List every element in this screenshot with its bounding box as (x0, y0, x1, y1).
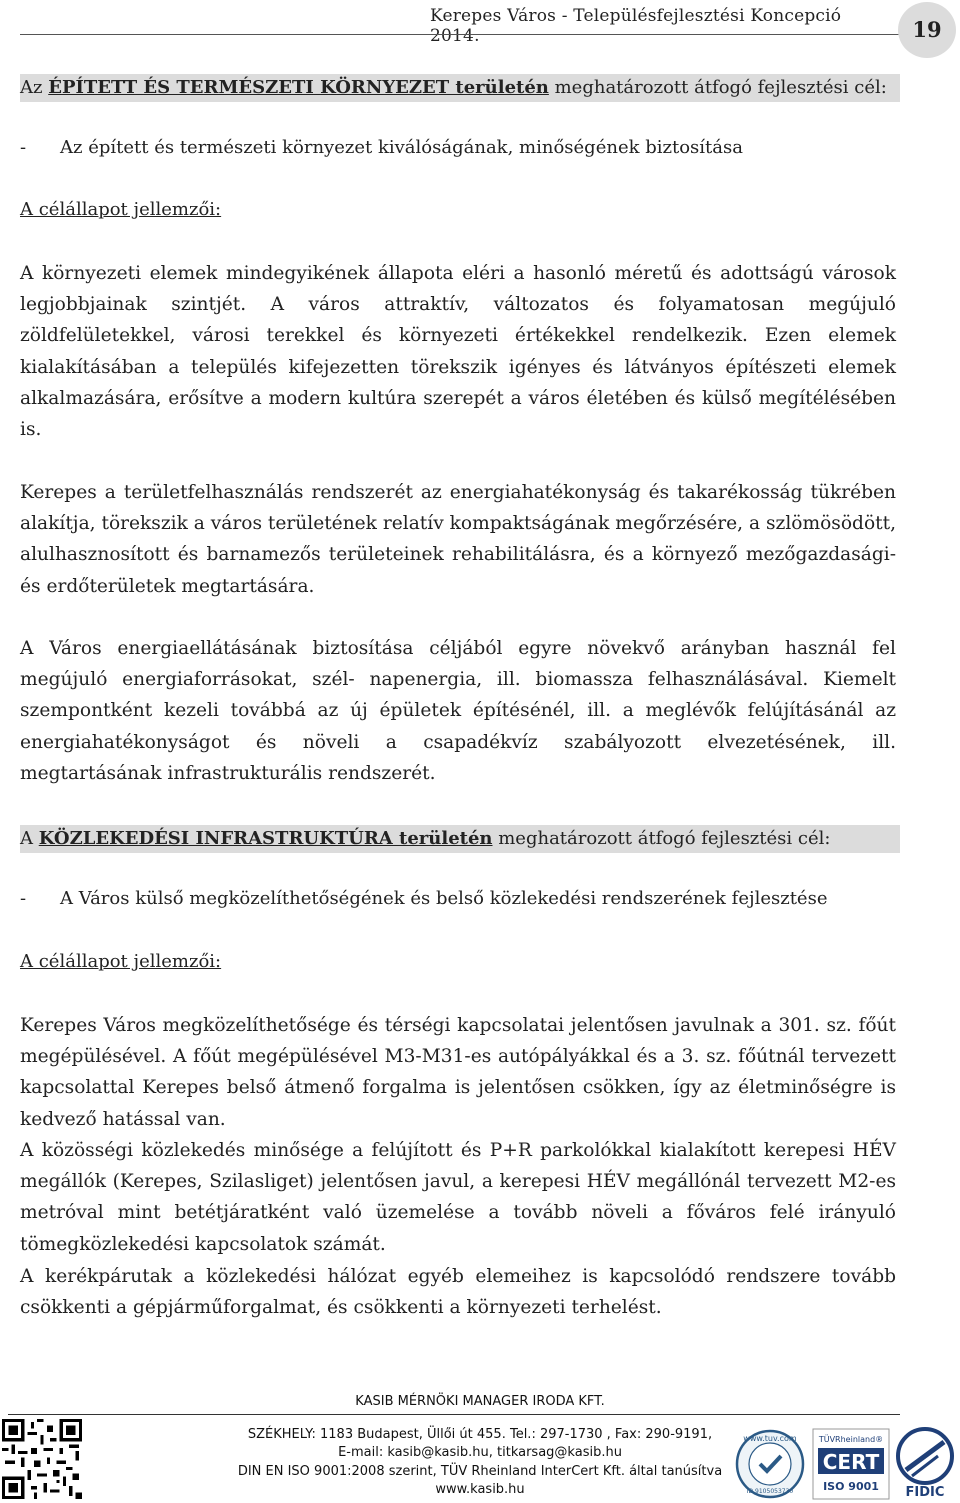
header-rule (20, 34, 900, 35)
footer-certification: DIN EN ISO 9001:2008 szerint, TÜV Rheinland InterCert Kft. által tanúsítva (237, 1464, 723, 1479)
section2-bullet (20, 888, 828, 909)
bullet-text: A Város külső megközelíthetőségének és belső közlekedési rendszerének fejlesztése (60, 888, 828, 909)
footer-address: SZÉKHELY: 1183 Budapest, Üllői út 455. Tel.: 297-1730 , Fax: 290-9191, (247, 1427, 713, 1442)
section1-paragraph-3: A Város energiaellátásának biztosítása céljából egyre növekvő arányban használ fel megújuló energiaforrásokat, szél- napenergia, ill. biomassza felhasználásával. Kiemelt szempontként kezeli továbbá az új épületek építésénél, ill. a meglévők felújításánál az energiahatékonyságot és növeli a csapadékvíz szabályozott elvezetésének, ill. megtartásának infrastrukturális rendszerét. (20, 638, 896, 784)
footer-website: www.kasib.hu (435, 1482, 525, 1497)
footer-rule (8, 1414, 900, 1415)
cert-brand-text: TÜVRheinland® (818, 1435, 884, 1444)
section2-paragraph-1: Kerepes Város megközelíthetősége és térségi kapcsolatai jelentősen javulnak a 301. sz. főút megépülésével. A főút megépülésével M3-M31-es autópályákkal és a 3. sz. főútnál tervezett kapcsolattal Kerepes belső átmenő forgalma is jelentősen csökken, így az életminőségre is kedvező hatással van. (20, 1015, 896, 1130)
document-header-title: Kerepes Város - Településfejlesztési Koncepció 2014. (430, 6, 842, 46)
cert-iso-text: ISO 9001 (823, 1480, 879, 1493)
section1-paragraph-1: A környezeti elemek mindegyikének állapota eléri a hasonló méretű és adottságú városok legjobbjainak szintjét. A város attraktív, változatos és folyamatosan megújuló zöldfelületekkel, városi terekkel és környezeti értékekkel rendelkezik. Ezen elemek kialakításában a település kifejezetten törekszik igényes és látványos építészeti elemek alkalmazására, erősítve a modern kultúra szerepét a város életében és külső megítélésében is. (20, 263, 896, 441)
bullet-text: Az épített és természeti környezet kiválóságának, minőségének biztosítása (60, 137, 743, 158)
section1-goal-heading (20, 74, 900, 102)
goal-topic: ÉPÍTETT ÉS TERMÉSZETI KÖRNYEZET területén (48, 77, 549, 98)
section2-paragraph-2: A közösségi közlekedés minősége a felújított és P+R parkolókkal kialakított kerepesi HÉV megállók (Kerepes, Szilasliget) jelentősen javul, a kerepesi HÉV megállónál tervezett M2-es metróval mint betétjáratként való üzemelése a tovább növeli a főváros felé irányuló tömegközlekedési kapcsolatok számát. (20, 1140, 896, 1255)
goal-prefix: Az (20, 77, 49, 98)
tuv-url-text: www.tuv.com (743, 1434, 797, 1443)
tuv-cert-logo (812, 1428, 890, 1500)
fidic-text: FIDIC (905, 1485, 945, 1500)
footer-email: E-mail: kasib@kasib.hu, titkarsag@kasib.hu (338, 1445, 622, 1460)
page-number-badge: 19 (898, 2, 956, 58)
footer-company: KASIB MÉRNÖKI MANAGER IRODA KFT. (355, 1394, 605, 1409)
section1-bullet (20, 137, 743, 158)
section1-target-state-label: A célállapot jellemzői: (20, 199, 222, 220)
cert-word-text: CERT (822, 1450, 880, 1474)
tuv-seal-logo (730, 1428, 810, 1500)
qr-code-icon (2, 1418, 82, 1500)
goal-suffix: meghatározott átfogó fejlesztési cél: (492, 828, 831, 849)
section2-target-state-label: A célállapot jellemzői: (20, 951, 222, 972)
section2-paragraph-3: A kerékpárutak a közlekedési hálózat egyéb elemeihez is kapcsolódó rendszere tovább csökkenti a gépjárműforgalmat, és csökkenti a környezeti terhelést. (20, 1266, 896, 1319)
section2-goal-heading (20, 825, 900, 853)
section1-paragraph-2: Kerepes a területfelhasználás rendszerét az energiahatékonyság és takarékosság tükrében alakítja, törekszik a város területének relatív kompaktságának megőrzésére, a szlömösödött, alulhasznosított és barnamezős területeinek rehabilitálásra, és a környező mezőgazdasági- és erdőterületek megtartására. (20, 482, 896, 597)
goal-topic: KÖZLEKEDÉSI INFRASTRUKTÚRA területén (38, 828, 493, 849)
fidic-logo (892, 1426, 958, 1500)
tuv-id-text: ID 9105053730 (746, 1488, 794, 1495)
bullet-dash: - (20, 137, 27, 158)
goal-suffix: meghatározott átfogó fejlesztési cél: (548, 77, 887, 98)
goal-prefix: A (20, 828, 39, 849)
bullet-dash: - (20, 888, 27, 909)
